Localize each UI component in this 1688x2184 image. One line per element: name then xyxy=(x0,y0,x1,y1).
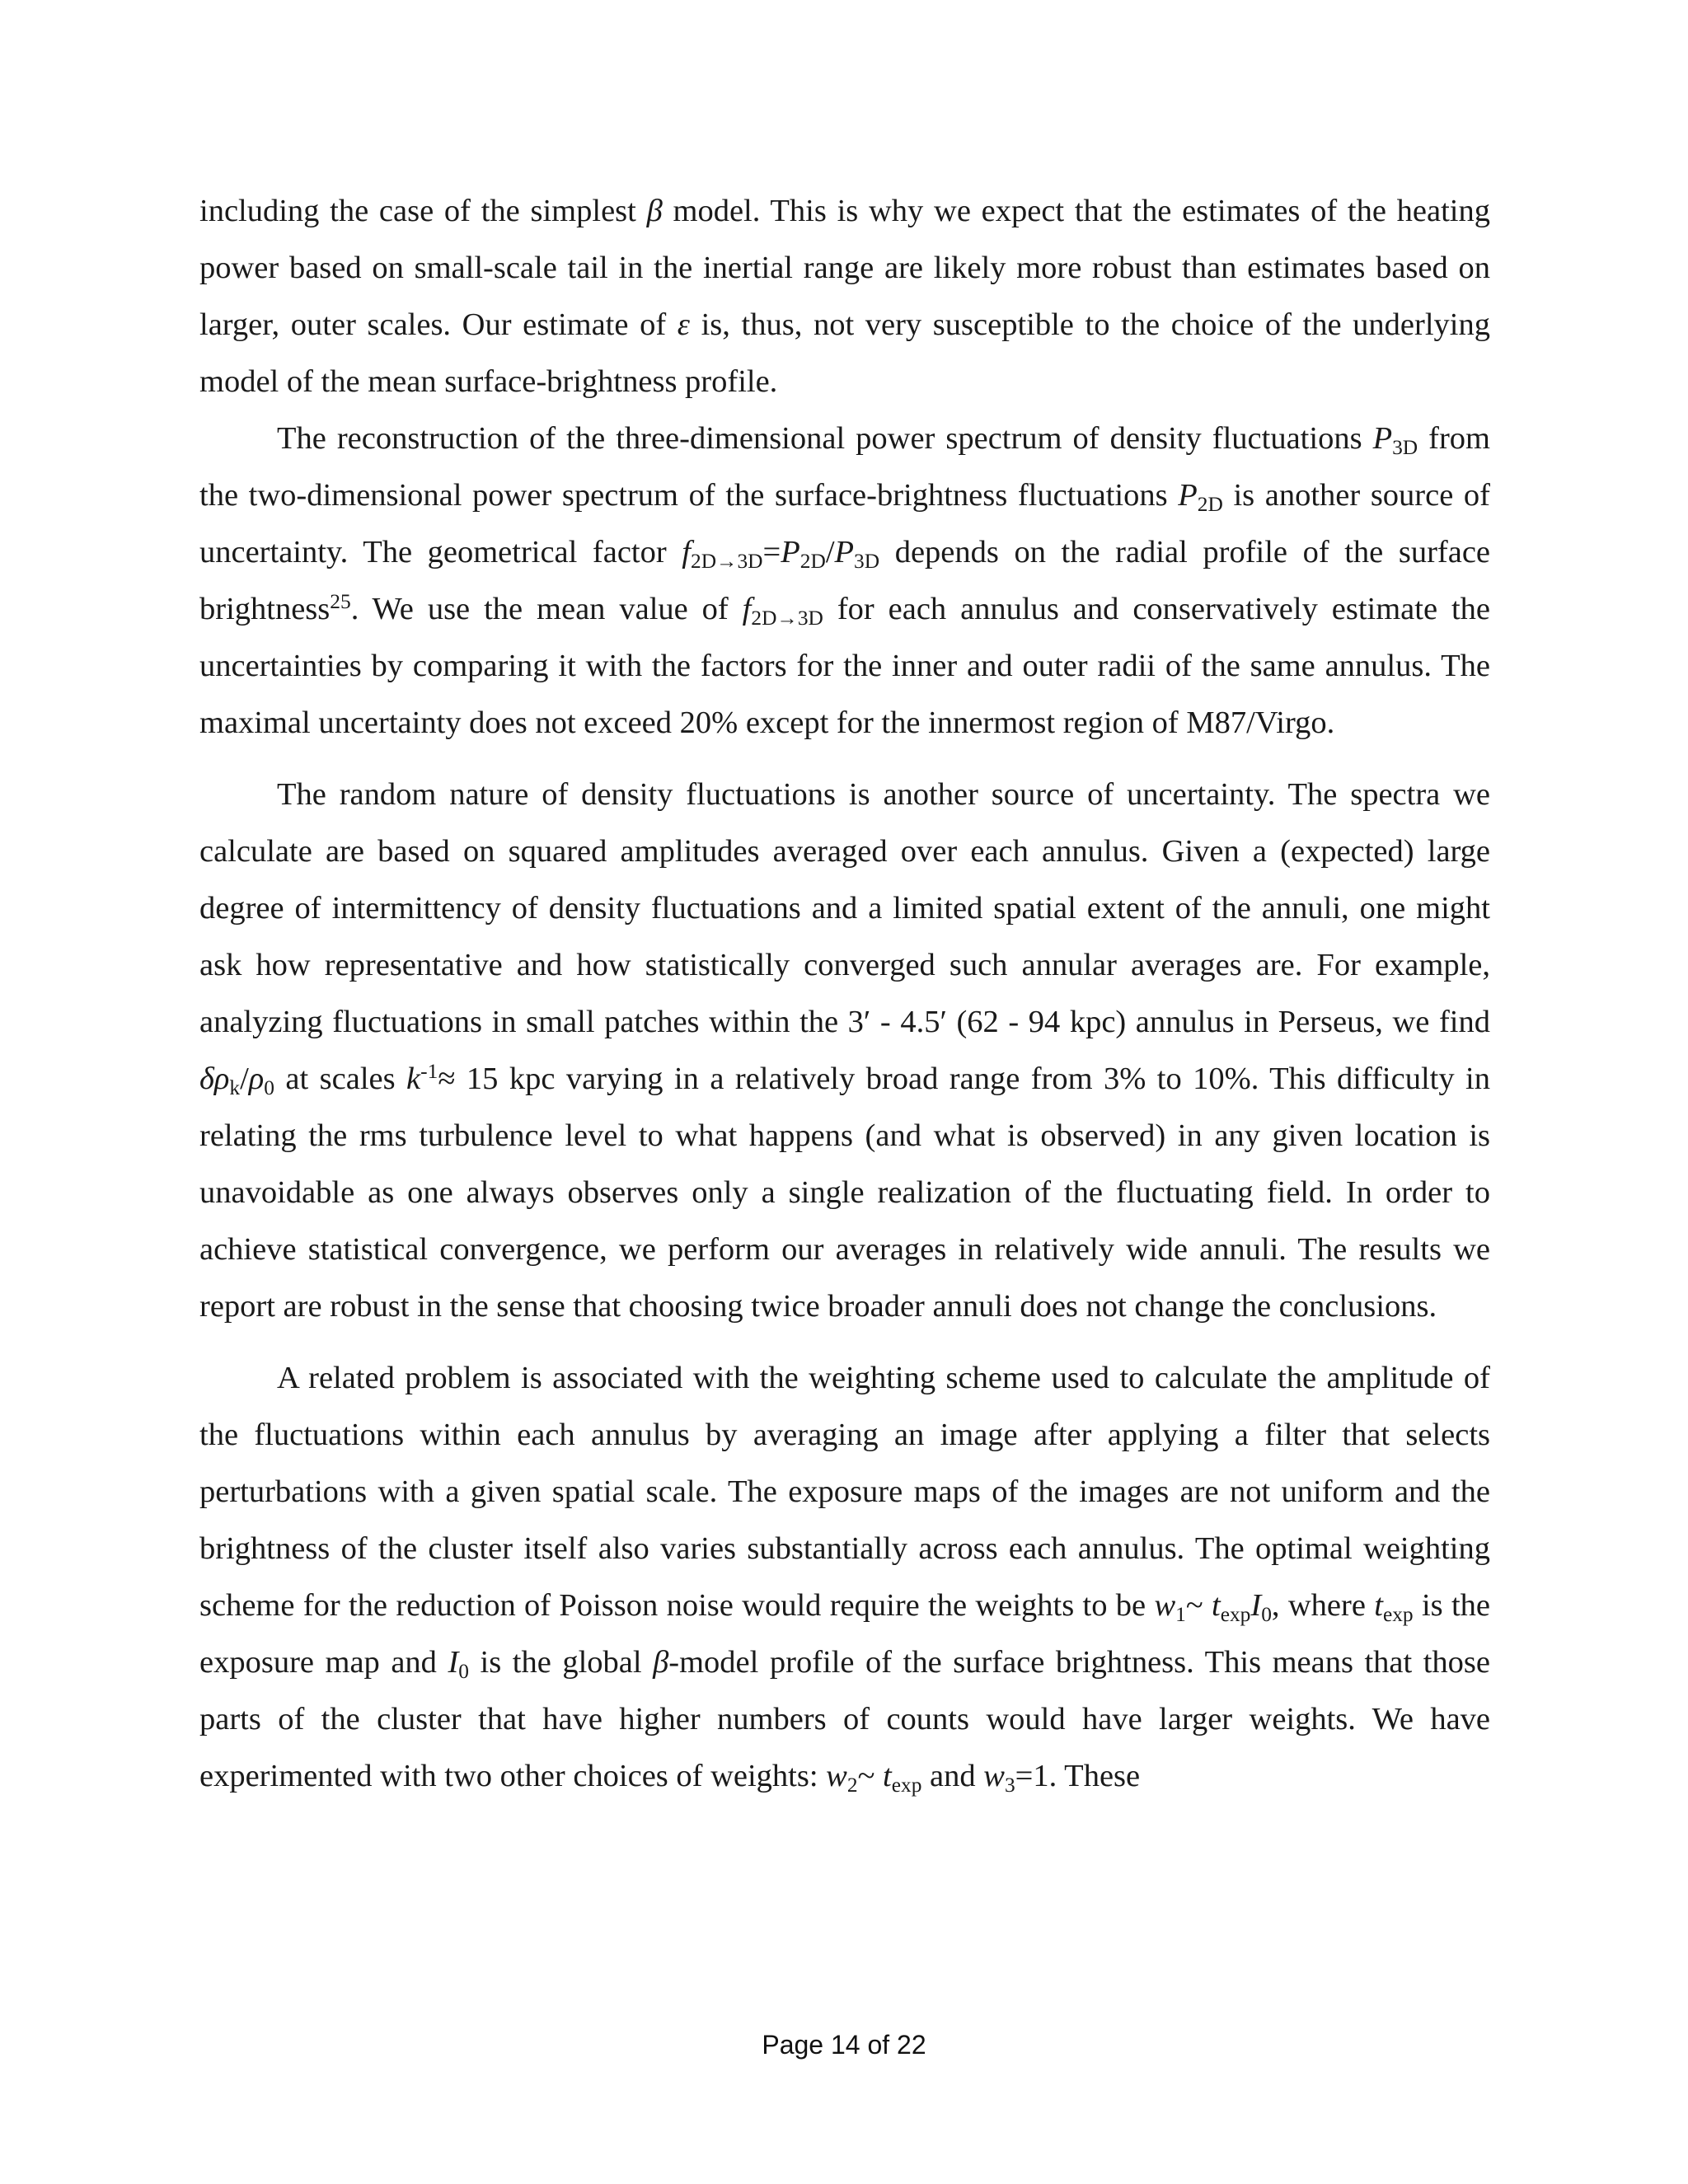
text-run: A related problem is associated with the weighting scheme used to calculate the amplitude of the fluctuations within each annulus by averaging an image after applying a filter that selects perturbations with a given spatial scale. The exposure maps of the images are not uniform and the brightness of the cluster itself also varies substantially across each annulus. The optimal weighting scheme for the reduction of Poisson noise would require the weights to be xyxy=(199,1361,1490,1623)
text-run: f xyxy=(742,592,752,626)
text-run: δρ xyxy=(199,1062,230,1096)
text-run: The reconstruction of the three-dimensional power spectrum of density fluctuations xyxy=(277,421,1373,456)
text-run: P xyxy=(1178,478,1198,513)
text-run: = xyxy=(762,535,781,569)
text-run: 2D→3D xyxy=(690,550,763,574)
paragraph-p4 xyxy=(199,1350,1490,1805)
text-run: t xyxy=(1211,1588,1221,1623)
text-run: model. This is why we expect that the estimates of the heating power based on small-scale tail in the inertial range are likely more robust than estimates based on larger, outer scales. Our estimate of xyxy=(199,194,1490,342)
text-run: The random nature of density fluctuations is another source of uncertainty. The spectra we calculate are based on squared amplitudes averaged over each annulus. Given a (expected) large degree of intermittency of density fluctuations and a limited spatial extent of the annuli, one might ask how representative and how statistically converged such annular averages are. For example, analyzing fluctuations in small patches within the 3′ - 4.5′ (62 - 94 kpc) annulus in Perseus, we find xyxy=(199,777,1490,1039)
text-run: ~ xyxy=(857,1759,884,1793)
text-run: from the two-dimensional power spectrum of the surface-brightness fluctuations xyxy=(199,421,1490,513)
text-run: w xyxy=(1154,1588,1176,1623)
paragraph-p1 xyxy=(199,183,1490,410)
page-footer: Page 14 of 22 xyxy=(762,2030,926,2060)
text-run: ε xyxy=(677,307,690,342)
text-run: is the global xyxy=(469,1645,654,1680)
text-run: / xyxy=(240,1062,249,1096)
text-run: 3D xyxy=(1392,436,1418,460)
text-run: / xyxy=(825,535,835,569)
text-run: ~ xyxy=(1185,1588,1212,1623)
text-run: β xyxy=(646,194,663,228)
text-run: w xyxy=(983,1759,1005,1793)
text-run: P xyxy=(1372,421,1393,456)
text-run: 2D xyxy=(1197,493,1223,517)
text-run: t xyxy=(883,1759,892,1793)
text-run: exp xyxy=(1382,1603,1414,1627)
text-run: 2 xyxy=(846,1774,858,1797)
text-run: t xyxy=(1374,1588,1383,1623)
text-run: including the case of the simplest xyxy=(199,194,647,228)
text-run: 2D xyxy=(799,550,826,574)
text-run: , where xyxy=(1271,1588,1375,1623)
text-run: 3 xyxy=(1004,1774,1015,1797)
text-run: 1 xyxy=(1175,1603,1186,1627)
text-run: w xyxy=(826,1759,847,1793)
text-run: -1 xyxy=(420,1060,438,1084)
text-run: I xyxy=(1250,1588,1262,1623)
paragraph-p3 xyxy=(199,766,1490,1335)
text-run: exp xyxy=(1220,1603,1251,1627)
paragraph-gap xyxy=(199,1335,1490,1350)
text-run: 3D xyxy=(854,550,880,574)
text-run: 0 xyxy=(264,1076,274,1100)
text-run: . We use the mean value of xyxy=(350,592,743,626)
text-run: -model profile of the surface brightness. This means that those parts of the cluster that have higher numbers of counts would have larger weights. We have experimented with two other choices of weights: xyxy=(199,1645,1491,1793)
text-run: f xyxy=(682,535,691,569)
text-run: P xyxy=(781,535,800,569)
text-run: is another source of uncertainty. The geometrical factor xyxy=(199,478,1490,569)
text-run: 0 xyxy=(458,1660,469,1684)
text-run: β xyxy=(653,1645,669,1680)
text-run: P xyxy=(834,535,855,569)
text-run: and xyxy=(921,1759,984,1793)
text-run: is, thus, not very susceptible to the choice of the underlying model of the mean surface-brightness profile. xyxy=(199,307,1490,399)
text-run: k xyxy=(406,1062,421,1096)
paragraph-gap xyxy=(199,752,1490,766)
text-run: k xyxy=(229,1076,241,1100)
text-run: 0 xyxy=(1261,1603,1272,1627)
body-text xyxy=(199,183,1490,1805)
text-run: is the exposure map and xyxy=(199,1588,1490,1680)
text-run: for each annulus and conservatively estimate the uncertainties by comparing it with the factors for the inner and outer radii of the same annulus. The maximal uncertainty does not exceed 20% except for the innermost region of M87/Virgo. xyxy=(199,592,1490,740)
text-run: depends on the radial profile of the surface brightness xyxy=(199,535,1490,626)
text-run: =1. These xyxy=(1015,1759,1141,1793)
text-run: I xyxy=(448,1645,459,1680)
text-run: 2D→3D xyxy=(751,607,823,630)
text-run: exp xyxy=(891,1774,922,1797)
text-run: ρ xyxy=(248,1062,265,1096)
paragraph-p2 xyxy=(199,410,1490,752)
text-run: 25 xyxy=(330,590,351,614)
text-run: at scales xyxy=(274,1062,407,1096)
text-run: ≈ 15 kpc varying in a relatively broad range from 3% to 10%. This difficulty in relating the rms turbulence level to what happens (and what is observed) in any given location is unavoidable as one always observes only a single realization of the fluctuating field. In order to achieve statistical convergence, we perform our averages in relatively wide annuli. The results we report are robust in the sense that choosing twice broader annuli does not change the conclusions. xyxy=(199,1062,1490,1324)
